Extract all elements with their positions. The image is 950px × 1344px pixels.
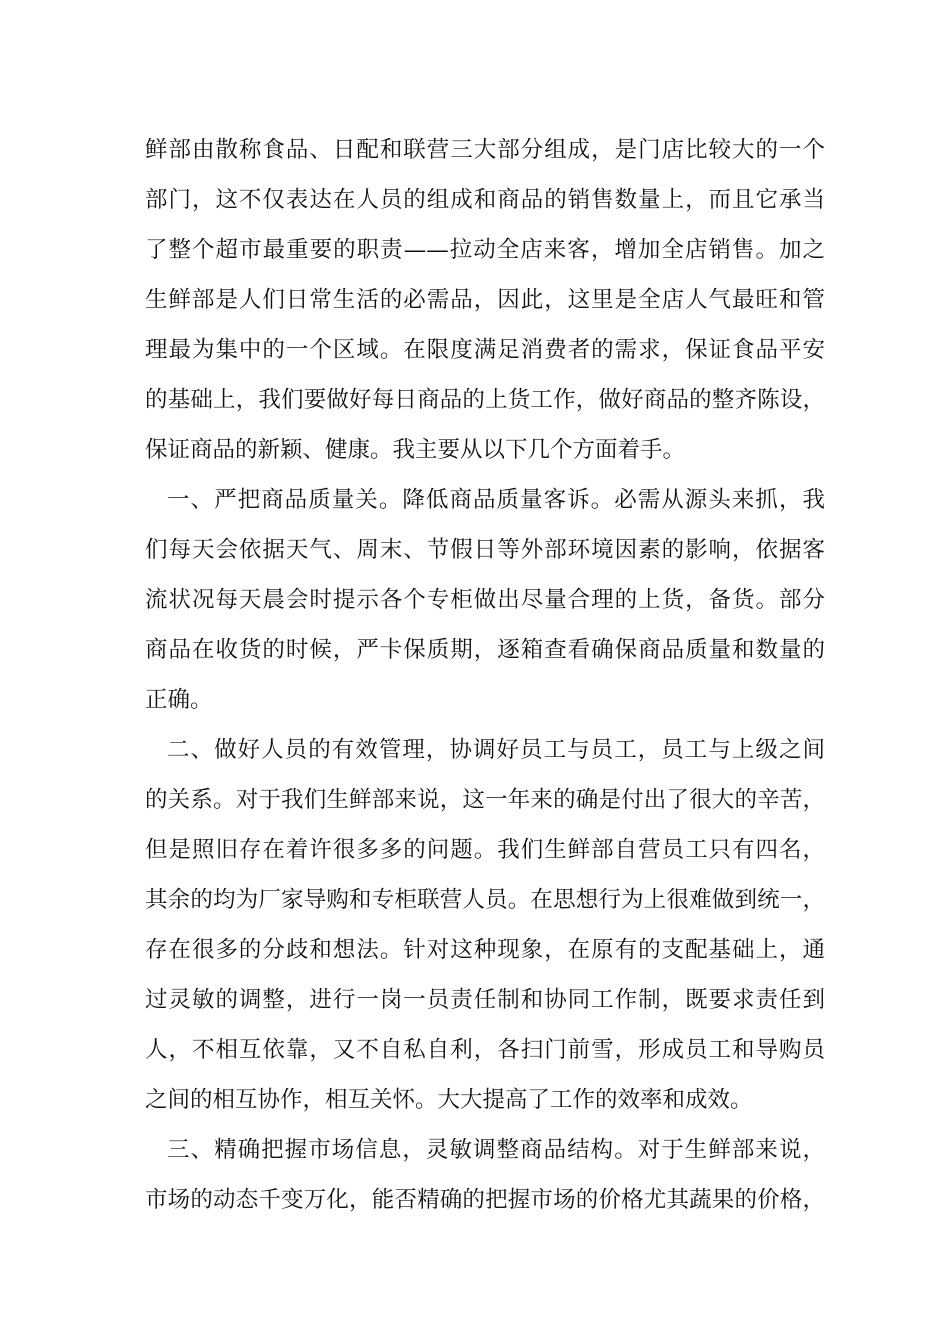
body-text-line: 部门，这不仅表达在人员的组成和商品的销售数量上，而且它承当 <box>145 187 825 213</box>
body-text-line: 其余的均为厂家导购和专柜联营人员。在思想行为上很难做到统一， <box>145 887 825 913</box>
body-text-line: 了整个超市最重要的职责——拉动全店来客，增加全店销售。加之 <box>145 237 825 263</box>
body-text-line: 之间的相互协作，相互关怀。大大提高了工作的效率和成效。 <box>145 1087 753 1113</box>
body-text-line: 但是照旧存在着许很多多的问题。我们生鲜部自营员工只有四名， <box>145 837 825 863</box>
body-text-line: 人，不相互依靠，又不自私自利，各扫门前雪，形成员工和导购员 <box>145 1037 825 1063</box>
body-text-line: 的关系。对于我们生鲜部来说，这一年来的确是付出了很大的辛苦， <box>145 787 825 813</box>
body-text-line: 商品在收货的时候，严卡保质期，逐箱查看确保商品质量和数量的 <box>145 637 825 663</box>
body-text-line: 们每天会依据天气、周末、节假日等外部环境因素的影响，依据客 <box>145 537 825 563</box>
body-text-line: 鲜部由散称食品、日配和联营三大部分组成，是门店比较大的一个 <box>145 137 825 163</box>
section-heading-line: 二、做好人员的有效管理，协调好员工与员工，员工与上级之间 <box>167 737 825 763</box>
body-text-line: 过灵敏的调整，进行一岗一员责任制和协同工作制，既要求责任到 <box>145 987 825 1013</box>
body-text-line: 保证商品的新颖、健康。我主要从以下几个方面着手。 <box>145 437 686 463</box>
section-heading-line: 三、精确把握市场信息，灵敏调整商品结构。对于生鲜部来说， <box>167 1137 825 1163</box>
body-text-line: 理最为集中的一个区域。在限度满足消费者的需求，保证食品平安 <box>145 337 825 363</box>
body-text-line: 流状况每天晨会时提示各个专柜做出尽量合理的上货，备货。部分 <box>145 587 825 613</box>
body-text-line: 市场的动态千变万化，能否精确的把握市场的价格尤其蔬果的价格， <box>145 1187 825 1213</box>
body-text-line: 的基础上，我们要做好每日商品的上货工作，做好商品的整齐陈设， <box>145 387 825 413</box>
body-text-line: 存在很多的分歧和想法。针对这种现象，在原有的支配基础上，通 <box>145 937 825 963</box>
body-text-line: 正确。 <box>145 687 213 713</box>
section-heading-line: 一、严把商品质量关。降低商品质量客诉。必需从源头来抓，我 <box>167 487 825 513</box>
body-text-line: 生鲜部是人们日常生活的必需品，因此，这里是全店人气最旺和管 <box>145 287 825 313</box>
